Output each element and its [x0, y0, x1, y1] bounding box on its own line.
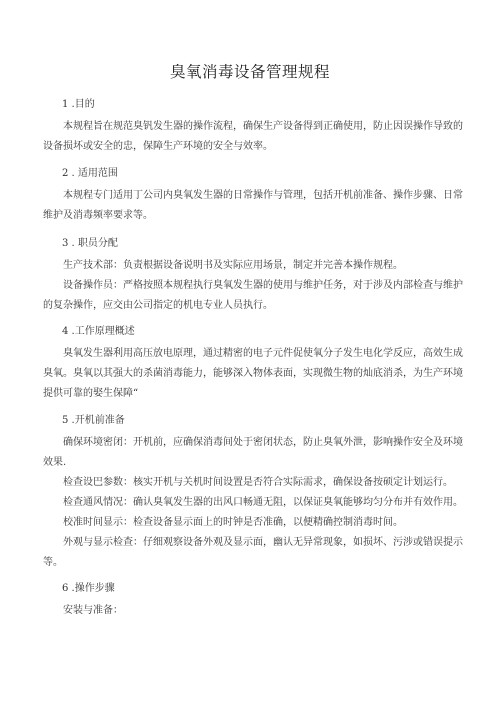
- section-paragraph: 确保环境密闭：开机前，应确保消毒间处于密闭状态，防止臭氧外泄，影响操作安全及环境效果.: [43, 437, 463, 468]
- document-title: 臭氧消毒设备管理规程: [169, 63, 330, 81]
- section-heading-operation: 6 .操作步骤: [62, 583, 115, 594]
- section-paragraph: 本规程旨在规范臭钒发生器的操作流程，确保生产设备得到正确使用，防止因误操作导致的设备损坏或安全的忠，保障生产环境的安全与效率。: [43, 121, 463, 152]
- section-heading-purpose: 1 .目的: [62, 99, 95, 110]
- section-heading-principle: 4 .工作原理概述: [62, 326, 135, 337]
- section-heading-scope: 2 . 适用范围: [62, 168, 118, 179]
- section-heading-roles: 3 . 职员分配: [62, 238, 118, 249]
- section-paragraph: 检查通风情况：确认臭氧发生器的出风口畅通无阻，以保证臭氧能够均匀分布并有效作用。: [63, 497, 463, 508]
- section-paragraph: 设备操作员：严格按照本规程执行臭氧发生器的使用与维护任务，对于涉及内部检查与维护的复杂操作，应交由公司指定的机电专业人员执行。: [43, 280, 463, 311]
- section-paragraph: 检查设巴参数：核实开机与关机时间设置是否符合实际需求，确保设备按硕定计划运行。: [63, 477, 453, 488]
- section-paragraph: 安装与准备：: [63, 605, 123, 616]
- section-paragraph: 校准时间显示：检查设备显示面上的时钟是否准确，以便精确控制消毒时间。: [63, 517, 403, 528]
- section-paragraph: 生产技术部：负责根据设备说明书及实际应用场景，制定并完善本操作规程。: [63, 260, 403, 271]
- section-heading-preparation: 5 .开机前准备: [62, 415, 125, 426]
- section-paragraph: 臭氧发生器利用高压放电原理，通过精密的电子元件促使氧分子发生电化学反应，高效生成臭氧。臭氧以其强大的杀菌消毒能力，能够深入物体表面，实现微生物的灿底消杀，为生产环境提供可靠的娶生保障“: [43, 348, 463, 399]
- section-paragraph: 本规程专门适用丁公司内臭氧发生器的日常操作与管理，包括开机前准备、操作步骤、日常维护及消毒频率要求等。: [43, 190, 463, 221]
- section-paragraph: 外观与显示检查：仔细观察设备外观及显示面，幽认无异常现象，如损坏、污涉或错误提示等。: [43, 537, 463, 568]
